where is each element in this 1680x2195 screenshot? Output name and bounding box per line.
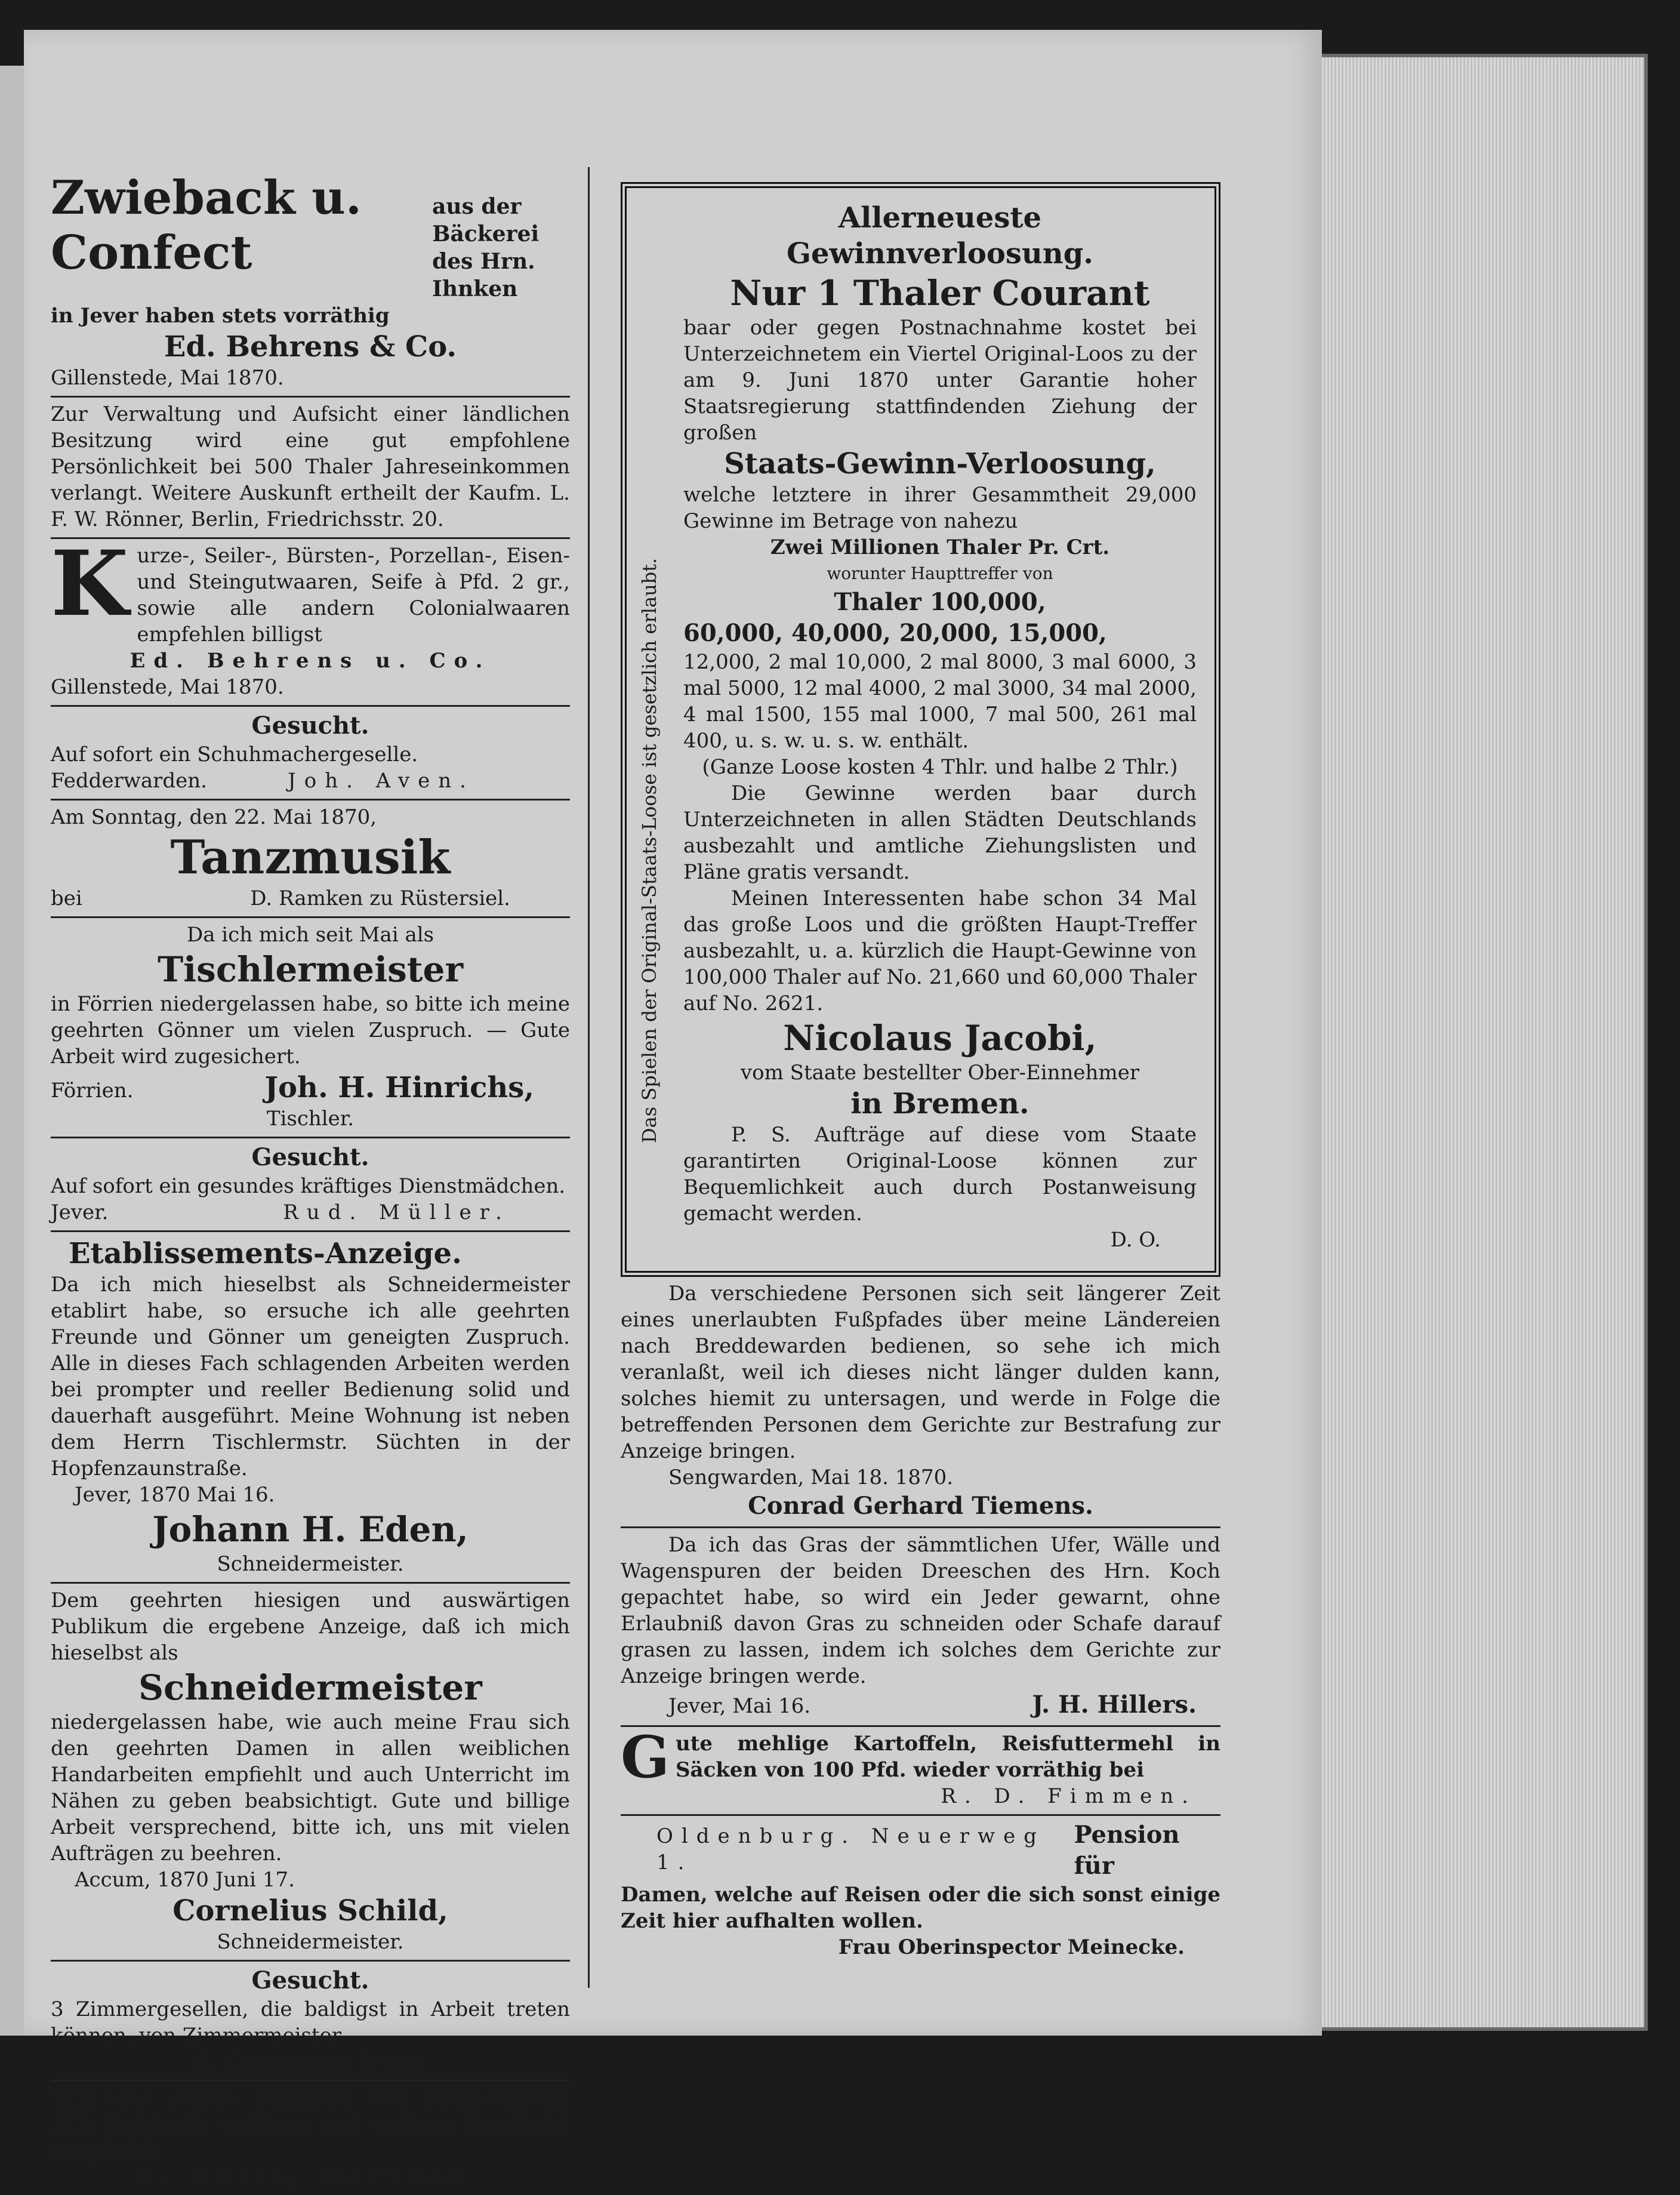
ad-intro: Da ich mich seit Mai als (186, 923, 434, 947)
dropcap-letter: G (621, 1723, 670, 1791)
ad-signature: Joh. Aven. (288, 769, 474, 793)
column-rule (588, 167, 590, 1988)
ad-tischlermeister (51, 918, 570, 1138)
ad-place-date: Accum, 1870 Juni 17. (75, 1868, 295, 1892)
ad-signature: Nicolaus Jacobi, (783, 1018, 1097, 1058)
ad-gesucht-schuhmacher (51, 707, 570, 801)
ad-text: niedergelassen habe, wie auch meine Frau sich den geehrten Damen in allen weiblichen Handarbeiten empfiehlt und auch Unterricht im Nähen zu geben beabsichtigt. Gute und billige Arbeit versprechend, bitte ich, uns mit vielen Aufträgen zu beehren. (51, 1710, 570, 1865)
ad-signature: Cornelius Schild, (172, 1894, 448, 1928)
ad-heading: Gesucht. (251, 1143, 369, 1171)
ad-signature: Johann H. Eden, (152, 1509, 468, 1550)
ad-text: Auf sofort ein Schuhmachergeselle. (51, 743, 418, 766)
dropcap-letter: R (51, 2078, 98, 2145)
ad-heading: Gesucht. (251, 1966, 369, 1994)
vertical-note: Das Spielen der Original-Staats-Loose ist gesetzlich erlaubt. (638, 558, 661, 1143)
ad-place: Oldenburg. Neuerweg 1. (656, 1824, 1045, 1874)
ad-sub: worunter Haupttreffer von (827, 564, 1053, 583)
ad-signature: Rud. Müller. (283, 1200, 510, 1224)
ad-text: D. Ramken zu Rüstersiel. (250, 886, 510, 910)
ad-signature: J. H. Hillers. (1032, 1691, 1197, 1719)
ad-text: Da verschiedene Personen sich seit längerer Zeit eines unerlaubten Fußpfades über meine Ländereien nach Breddewarden bedienen, so sehe ich mich veranlaßt, weil ich dieses nicht länger dulden kann, solches hiemit zu untersagen, und werde in Folge die betreffenden Personen dem Gerichte zur Bestrafung zur Anzeige bringen. (621, 1282, 1220, 1463)
ad-signature: A. Ahlfs, Gärtner. (137, 2165, 484, 2189)
ad-signature-title: Schneidermeister. (217, 1930, 404, 1954)
ad-headline-tail: aus der Bäckerei des Hrn. Ihnken (432, 194, 540, 301)
newspaper-page (24, 30, 1322, 2189)
ad-city: in Bremen. (850, 1087, 1029, 1120)
book-page-edges (1304, 54, 1648, 2031)
ad-text: Damen, welche auf Reisen oder die sich sonst einige Zeit hier aufhalten wollen. (621, 1883, 1220, 1933)
ad-fusspfad (621, 1277, 1220, 1528)
ad-text: welche letztere in ihrer Gesammtheit 29,000 Gewinne im Betrage von nahezu (683, 483, 1197, 533)
ad-signature: Ed. Behrens u. Co. (130, 649, 491, 673)
ad-place-date: Gillenstede, Mai 1870. (51, 366, 284, 390)
ad-headline: Pension für (1074, 1821, 1180, 1880)
ad-text: 3 Zimmergesellen, die baldigst in Arbeit treten können, von Zimmermeister (51, 1997, 570, 2048)
ad-intro: Am Sonntag, den 22. Mai 1870, (51, 805, 377, 829)
ad-note: (Ganze Loose kosten 4 Thlr. und halbe 2 Thlr.) (702, 755, 1178, 779)
ad-signature-title: vom Staate bestellter Ober-Einnehmer (740, 1061, 1140, 1085)
ad-place: Jever. (51, 1200, 109, 1224)
ad-text: Da ich mich hieselbst als Schneidermeister etablirt habe, so ersuche ich alle geehrten Freunde und Gönner um geneigten Zuspruch. Alle in dieses Fach schlagenden Arbeiten werden bei prompter und reeller Bedienung solid und dauerhaft ausgeführt. Meine Wohnung ist neben dem Herrn Tischlermstr. Süchten in der Hopfenzaunstraße. (51, 1273, 570, 1480)
ad-signature-title: Schneidermeister. (217, 1552, 404, 1576)
ad-signature: Ed. Behrens & Co. (164, 330, 457, 364)
ad-text: Die Gewinne werden baar durch Unterzeichneten in allen Städten Deutschlands ausbezahlt und amtliche Ziehungslisten und Pläne gratis versandt. (683, 781, 1197, 884)
ad-kurzwaaren (51, 531, 570, 707)
ad-text: urze-, Seiler-, Bürsten-, Porzellan-, Eisen- und Steingutwaaren, Seife à Pfd. 2 gr., sowie alle andern Colonialwaaren empfehlen billigst (137, 544, 570, 647)
ad-place-date: Jever, Mai 16. (668, 1694, 811, 1718)
ad-main-prize: Thaler 100,000, (834, 588, 1046, 616)
ad-text: Auf sofort ein gesundes kräftiges Dienstmädchen. (51, 1174, 566, 1198)
ad-headline: Zwieback u. Confect (51, 171, 362, 280)
ad-signature: Conrad Gerhard Tiemens. (748, 1492, 1093, 1520)
ad-text: baar oder gegen Postnachnahme kostet bei Unterzeichnetem ein Viertel Original-Loos zu der am 9. Juni 1870 unter Garantie hoher Staatsregierung stattfindenden Ziehung der großen (683, 316, 1197, 445)
dropcap-letter: K (51, 531, 129, 636)
ad-pflanzen (51, 2078, 570, 2195)
ad-schneidermeister (51, 1584, 570, 1962)
ad-etablissement (51, 1232, 570, 1584)
ad-postscript: P. S. Aufträge auf diese vom Staate garantirten Original-Loose können zur Bequemlichkeit auch durch Postanweisung gemacht werden. (683, 1123, 1197, 1226)
ad-signature: Frau Oberinspector Meinecke. (838, 1935, 1185, 1959)
ad-price: Nur 1 Thaler Courant (730, 273, 1150, 313)
ad-text: Zur Verwaltung und Aufsicht einer ländlichen Besitzung wird eine gut empfohlene Persönlichkeit bei 500 Thaler Jahreseinkommen verlangt. Weitere Auskunft ertheilt der Kaufm. L. F. W. Rönner, Berlin, Friedrichsstr. 20. (51, 402, 570, 531)
ad-gras (621, 1528, 1220, 1727)
ad-gesucht-zimmergesellen (51, 1962, 570, 2082)
ad-text: ute mehlige Kartoffeln, Reisfuttermehl in Säcken von 100 Pfd. wieder vorräthig bei (675, 1732, 1220, 1782)
ad-prefix: bei (51, 886, 82, 910)
ad-place-date: Jever, 1870 Mai 16. (75, 1483, 275, 1507)
ad-place-date: Sengwarden, Mai 18. 1870. (668, 1466, 954, 1489)
ad-prizes-bold: 60,000, 40,000, 20,000, 15,000, (683, 619, 1107, 647)
ad-place: Förrien. (51, 1079, 134, 1103)
ad-headline: Allerneueste Gewinnverloosung. (787, 201, 1093, 270)
ad-headline: Schneidermeister (138, 1667, 482, 1708)
ad-tanzmusik (51, 801, 570, 918)
ad-zwieback (51, 167, 570, 398)
ad-lottery-box (621, 182, 1220, 1277)
ad-signature: Joh. H. Hinrichs, (264, 1071, 534, 1104)
ad-signature: R. D. Fimmen. (941, 1784, 1197, 1808)
ad-postscript-sign: D. O. (1110, 1228, 1161, 1252)
ad-intro: Dem geehrten hiesigen und auswärtigen Publikum die ergebene Anzeige, daß ich mich hieselbst als (51, 1588, 570, 1665)
ad-millions: Zwei Millionen Thaler Pr. Crt. (770, 535, 1110, 559)
ad-prizes: 12,000, 2 mal 10,000, 2 mal 8000, 3 mal 6000, 3 mal 5000, 12 mal 4000, 2 mal 3000, 34 mal 2000, 4 mal 1500, 155 mal 1000, 7 mal 500, 261 mal 400, u. s. w. u. s. w. enthält. (683, 650, 1197, 753)
ad-place-date: Gillenstede, Mai 1870. (51, 675, 284, 699)
ad-text: in Jever haben stets vorräthig (51, 304, 390, 328)
ad-subhead: Staats-Gewinn-Verloosung, (724, 447, 1156, 481)
ad-headline: Tischlermeister (157, 949, 464, 990)
ad-text: in Förrien niedergelassen habe, so bitte ich meine geehrten Gönner um vielen Zuspruch. — Gute Arbeit wird zugesichert. (51, 992, 570, 1069)
ad-heading: Gesucht. (251, 712, 369, 740)
ad-headline: Etablissements-Anzeige. (69, 1237, 462, 1270)
ad-verwaltung (51, 398, 570, 539)
left-column (51, 167, 570, 2195)
ad-place: Fedderwarden. (51, 769, 207, 793)
ad-gesucht-dienstmaedchen (51, 1138, 570, 1232)
right-column (621, 182, 1220, 1965)
ad-kartoffeln (621, 1723, 1220, 1816)
ad-text: Meinen Interessenten habe schon 34 Mal das große Loos und die größten Haupt-Treffer ausbezahlt, u. a. kürzlich die Haupt-Gewinne von 100,000 Thaler auf No. 21,660 und 60,000 Thaler auf No. 2621. (683, 886, 1197, 1015)
ad-text: Da ich das Gras der sämmtlichen Ufer, Wälle und Wagenspuren der beiden Dreeschen des Hrn. Koch gepachtet habe, so wird ein Jeder gewarnt, ohne Erlaubniß davon Gras zu schneiden oder Schafe darauf grasen zu lassen, indem ich solches dem Gerichte zur Anzeige bringen werde. (621, 1533, 1220, 1688)
ad-signature: E. Carstens in Jever. (196, 2050, 425, 2074)
ad-headline: Tanzmusik (170, 830, 451, 885)
ad-signature-title: Tischler. (266, 1107, 355, 1131)
previous-page-edge (0, 66, 24, 2036)
ad-text: echt starke Pflanzen von Blumenkohl, Kohlrabi, weißem und rothem Kopfkohl empfiehlt (51, 2086, 570, 2163)
ad-pension (621, 1816, 1220, 1965)
